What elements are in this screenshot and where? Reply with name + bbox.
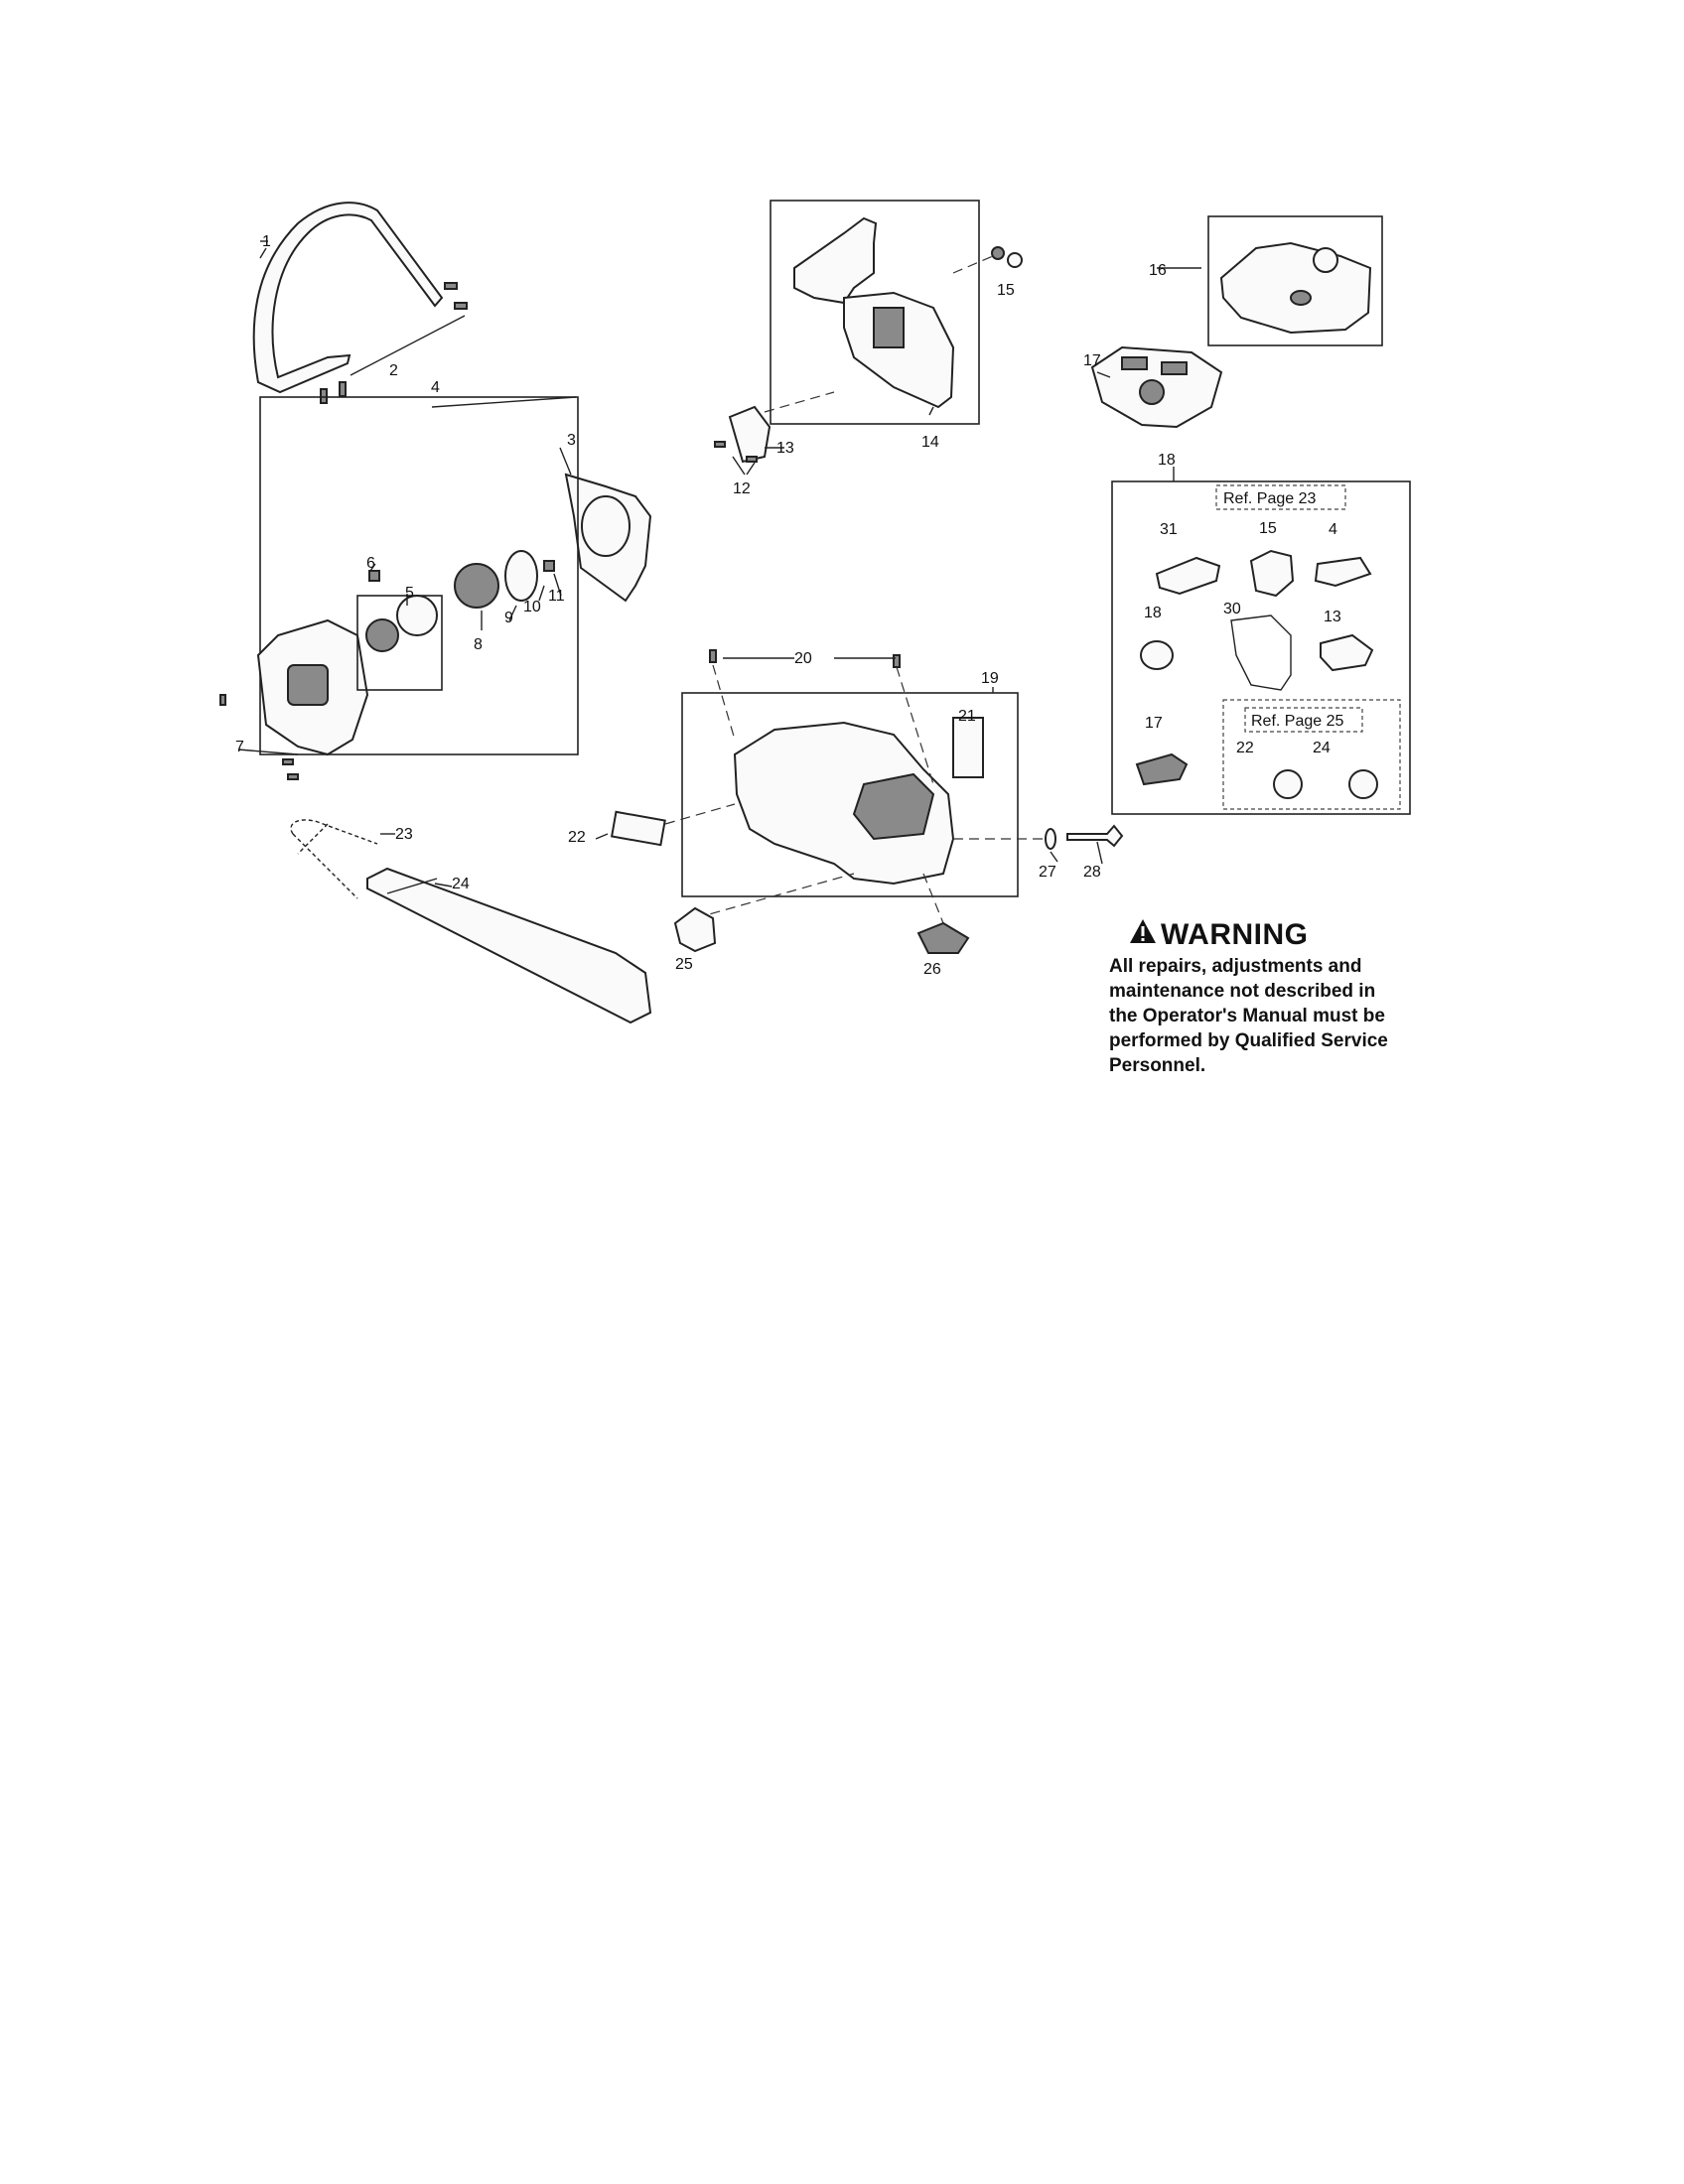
air-filter-group [1092, 216, 1382, 427]
screw-20 [710, 650, 716, 662]
washer [544, 561, 554, 571]
callout-14: 14 [921, 434, 939, 451]
callout-13: 13 [776, 440, 794, 457]
bar-plate-25 [675, 908, 715, 951]
filter-vent [1122, 357, 1147, 369]
bar-chain-group [291, 820, 650, 1023]
gasket-30 [1231, 615, 1291, 690]
rope-pulley [455, 564, 498, 608]
ref-page-23-label: Ref. Page 23 [1223, 490, 1317, 507]
kit-13: 13 [1324, 609, 1341, 625]
warning-line: Personnel. [1109, 1055, 1206, 1076]
gasket-31 [1157, 558, 1219, 594]
callout-11: 11 [548, 588, 565, 605]
screw [220, 695, 225, 705]
warning-title: WARNING [1129, 918, 1437, 952]
callout-20: 20 [794, 650, 812, 667]
filter-pad-22 [612, 812, 665, 845]
callout-23: 23 [395, 826, 413, 843]
callout-7: 7 [235, 739, 244, 755]
chain-guide-26 [918, 923, 968, 953]
callout-28: 28 [1083, 864, 1101, 881]
decal-21 [953, 718, 983, 777]
screw [321, 389, 327, 403]
kit-24: 24 [1313, 740, 1331, 756]
callout-19: 19 [981, 670, 999, 687]
callout-labels [235, 233, 1176, 978]
callout-22: 22 [568, 829, 586, 846]
pulley [397, 596, 437, 635]
front-handle [254, 203, 442, 392]
screw-20 [894, 655, 900, 667]
ref-page-25-label: Ref. Page 25 [1251, 713, 1344, 730]
starter-cover-group [220, 397, 650, 779]
warning-text [1109, 954, 1437, 1078]
pulley-housing [582, 496, 630, 556]
callout-10: 10 [523, 599, 541, 615]
starter-grill [288, 665, 328, 705]
gasket-15 [1251, 551, 1293, 596]
kit-15: 15 [1259, 520, 1277, 537]
callout-25: 25 [675, 956, 693, 973]
callout-3: 3 [567, 432, 576, 449]
screw [283, 759, 293, 764]
kit-17: 17 [1145, 715, 1163, 732]
screw [369, 571, 379, 581]
callout-24: 24 [452, 876, 470, 892]
gasket-4 [1316, 558, 1370, 586]
screw [288, 774, 298, 779]
callout-9: 9 [504, 610, 513, 626]
leader-lines [260, 248, 1201, 887]
callout-26: 26 [923, 961, 941, 978]
nut [992, 247, 1004, 259]
filter-vent [1162, 362, 1187, 374]
callout-12: 12 [733, 480, 751, 497]
warning-line: the Operator's Manual must be [1109, 1006, 1385, 1026]
seal-22 [1274, 770, 1302, 798]
screw [340, 382, 346, 396]
warning-triangle-icon [1129, 918, 1157, 952]
callout-1: 1 [262, 233, 271, 250]
bolt [445, 283, 457, 289]
kit-4: 4 [1329, 521, 1337, 538]
callout-21: 21 [958, 708, 976, 725]
washer [1008, 253, 1022, 267]
brake-band [874, 308, 904, 347]
warning-line: performed by Qualified Service [1109, 1030, 1388, 1051]
cylinder-cover [1221, 243, 1370, 333]
callout-27: 27 [1039, 864, 1056, 881]
recoil-spring [505, 551, 537, 601]
warning-notice [1109, 918, 1437, 1078]
kit-30: 30 [1223, 601, 1241, 617]
callout-18: 18 [1158, 452, 1176, 469]
filter-center [1140, 380, 1164, 404]
kit-18: 18 [1144, 605, 1162, 621]
front-handle-group [254, 203, 467, 403]
chain-catcher [730, 407, 770, 462]
chain-brake-group [715, 201, 1022, 475]
callout-17: 17 [1083, 352, 1101, 369]
warning-line: All repairs, adjustments and [1109, 956, 1362, 977]
seal-24 [1349, 770, 1377, 798]
gasket-17 [1137, 754, 1187, 784]
engine-housing-group [612, 650, 1122, 953]
knob-28 [1067, 826, 1122, 846]
gasket-13 [1321, 635, 1372, 670]
screw [715, 442, 725, 447]
gasket-18 [1141, 641, 1173, 669]
guide-bar [367, 869, 650, 1023]
callout-4: 4 [431, 379, 440, 396]
cover-knob [1314, 248, 1337, 272]
kit-31: 31 [1160, 521, 1178, 538]
screw [747, 457, 757, 462]
bolt [455, 303, 467, 309]
callout-16: 16 [1149, 262, 1167, 279]
gasket-kit-labels [1144, 490, 1344, 756]
callout-8: 8 [474, 636, 483, 653]
washer-27 [1046, 829, 1055, 849]
pawl [366, 619, 398, 651]
cover-hole [1291, 291, 1311, 305]
warning-line: maintenance not described in [1109, 981, 1376, 1002]
chain-brake-handle [794, 218, 876, 303]
handle-cavity [854, 774, 933, 839]
callout-15: 15 [997, 282, 1015, 299]
callout-2: 2 [389, 362, 398, 379]
kit-22: 22 [1236, 740, 1254, 756]
saw-chain [291, 820, 377, 898]
callout-5: 5 [405, 585, 414, 602]
callout-6: 6 [366, 555, 375, 572]
